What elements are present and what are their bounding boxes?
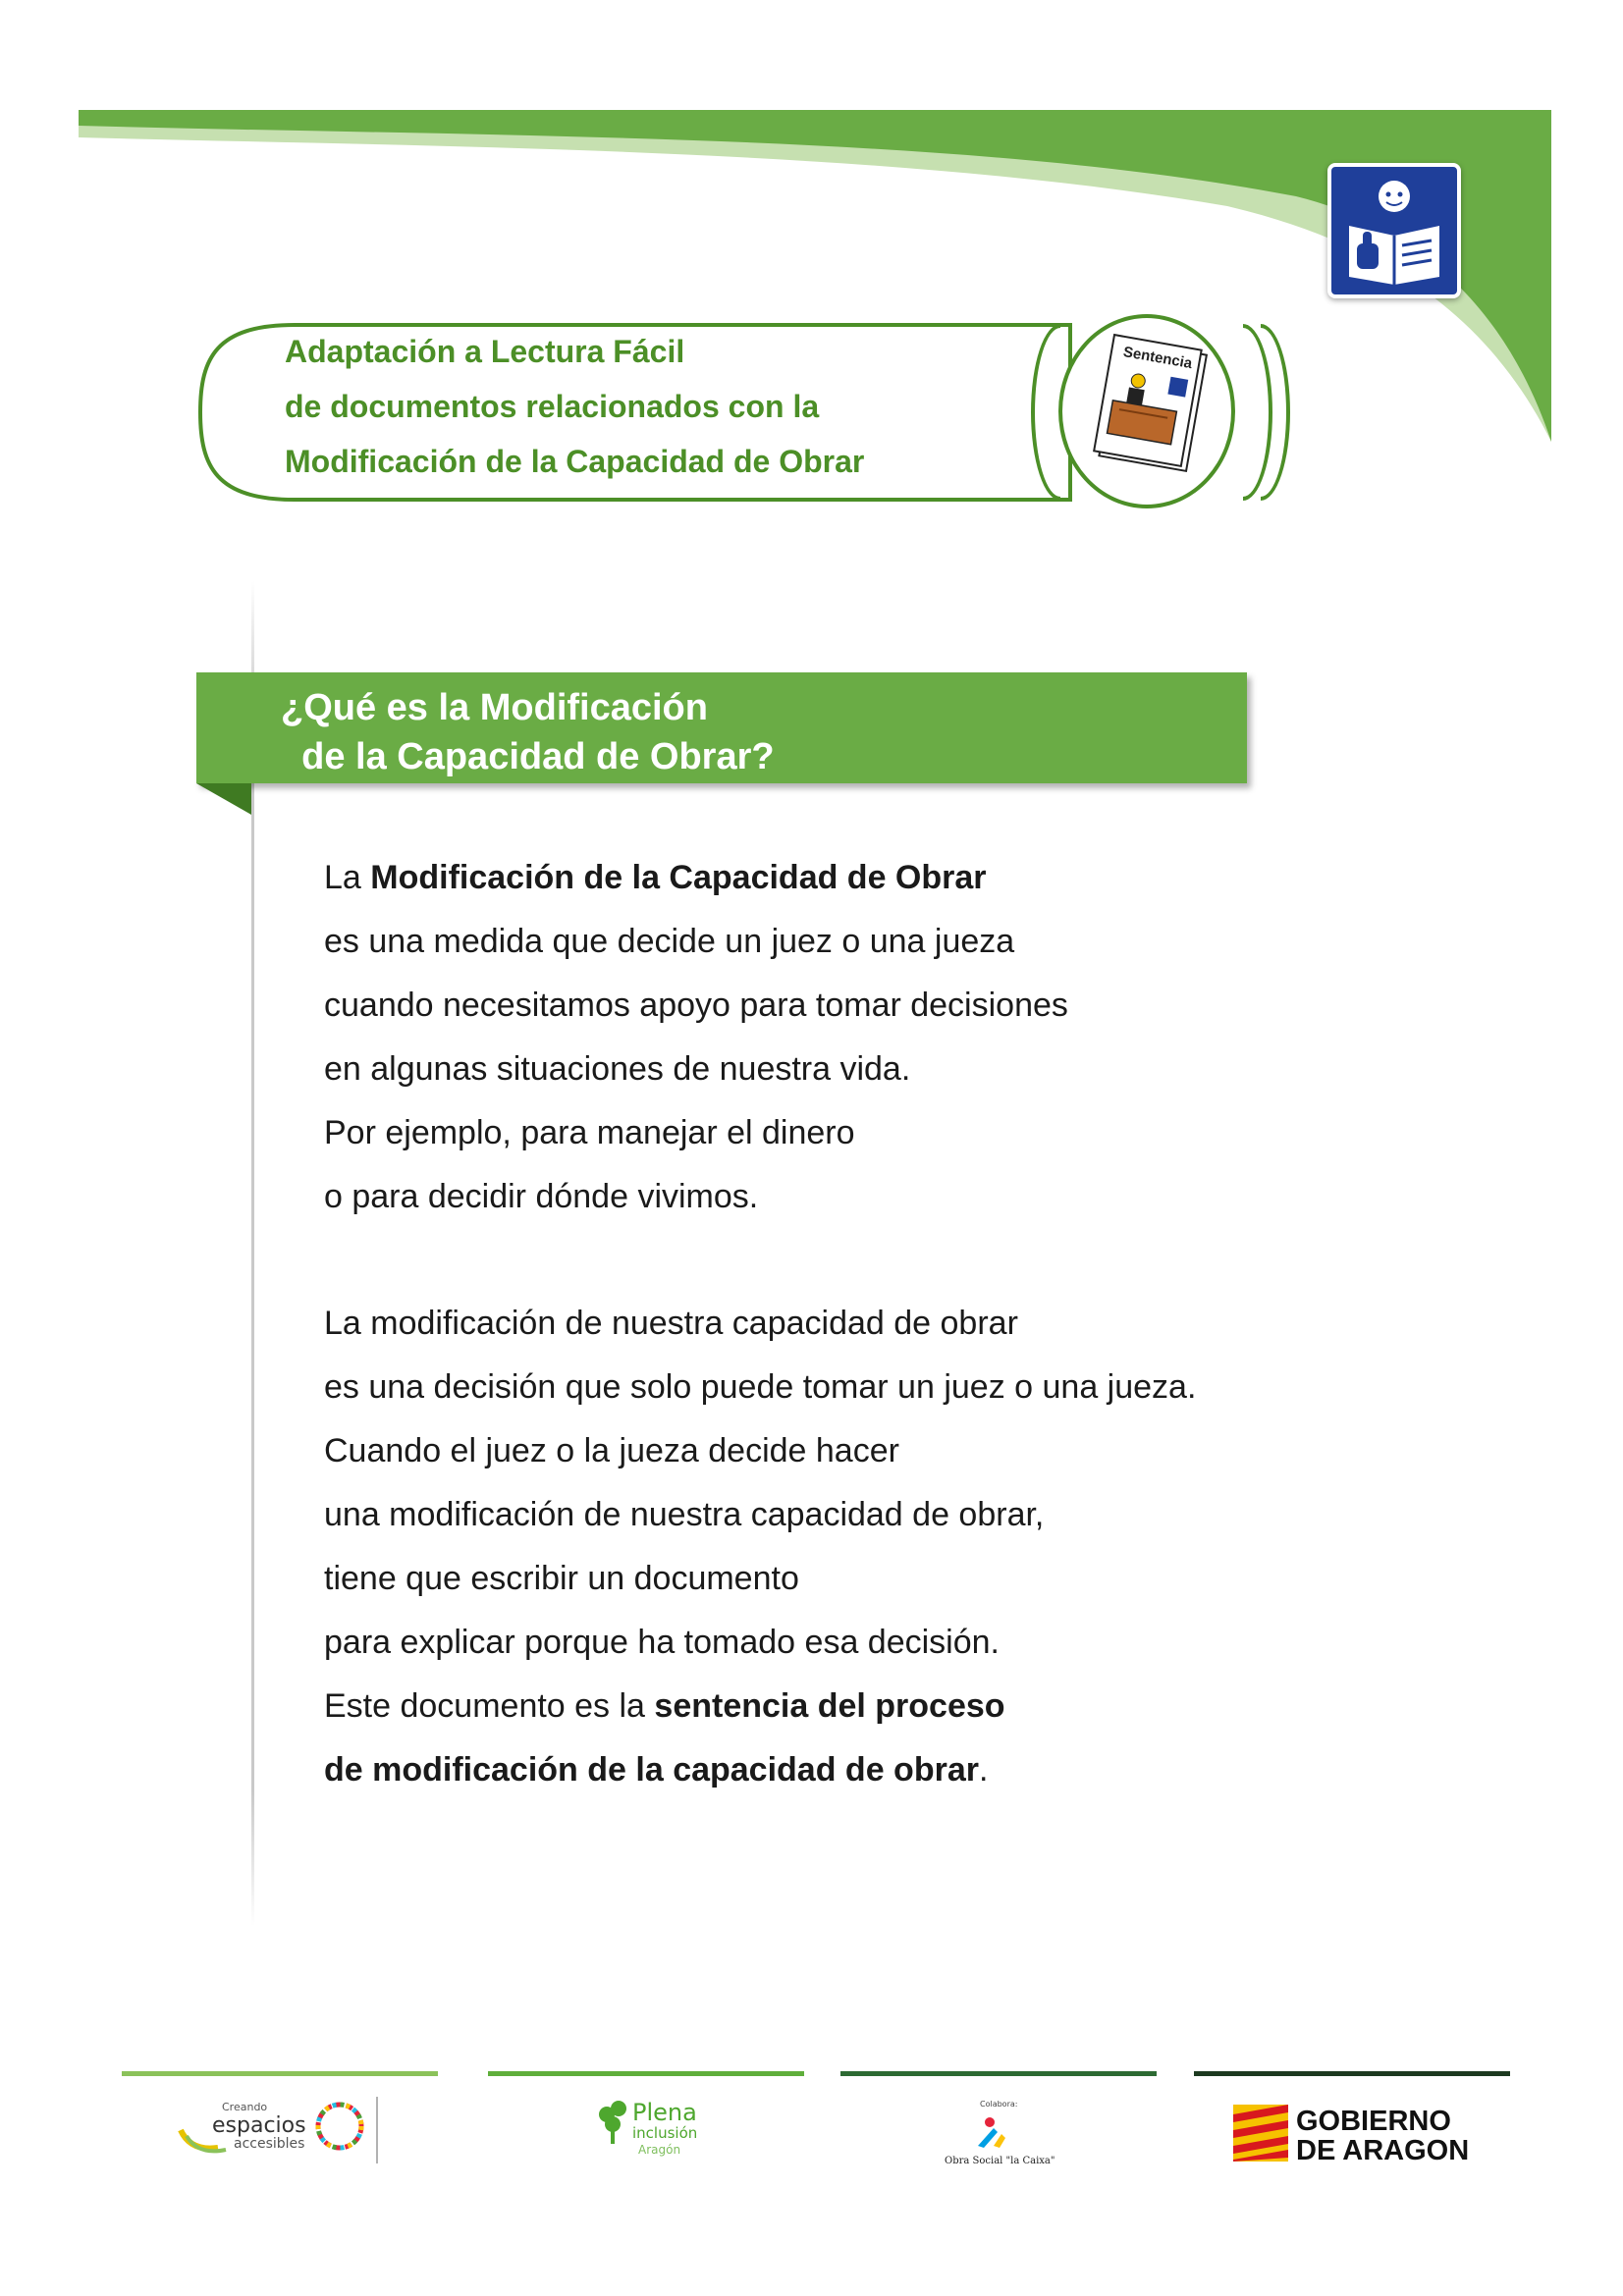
text-line: La modificación de nuestra capacidad de obrar bbox=[324, 1305, 1018, 1342]
logo3-bottom: Obra Social "la Caixa" bbox=[945, 2156, 1055, 2166]
text-line: Cuando el juez o la jueza decide hacer bbox=[324, 1432, 899, 1469]
paragraph-1 bbox=[324, 846, 1404, 1229]
sentencia-document-icon bbox=[1060, 316, 1233, 507]
plena-inclusion-logo bbox=[595, 2097, 732, 2162]
easy-read-icon bbox=[1327, 163, 1461, 298]
logo3-top: Colabora: bbox=[980, 2100, 1018, 2109]
header-line-3: Modificación de la Capacidad de Obrar bbox=[285, 444, 865, 479]
text-line: es una medida que decide un juez o una jueza bbox=[324, 923, 1015, 960]
paragraph-2 bbox=[324, 1292, 1404, 1802]
logo2-mid: inclusión bbox=[632, 2124, 698, 2142]
text-line: Por ejemplo, para manejar el dinero bbox=[324, 1114, 855, 1151]
section-title-line-2: de la Capacidad de Obrar? bbox=[281, 736, 775, 777]
logo1-sub: accesibles bbox=[234, 2136, 305, 2152]
text-line: una modificación de nuestra capacidad de obrar, bbox=[324, 1496, 1045, 1533]
text-line bbox=[324, 1738, 1404, 1802]
text-line: es una decisión que solo puede tomar un juez o una jueza. bbox=[324, 1368, 1197, 1406]
footer-divider-2 bbox=[488, 2071, 804, 2076]
text-run: Este documento es la bbox=[324, 1687, 655, 1725]
bold-term: de modificación de la capacidad de obrar bbox=[324, 1751, 979, 1789]
logo2-sub: Aragón bbox=[638, 2143, 681, 2157]
text-line bbox=[324, 846, 1404, 910]
section-title-line-1: ¿Qué es la Modificación bbox=[281, 687, 708, 728]
body-text bbox=[324, 846, 1404, 1865]
logo1-big: espacios bbox=[212, 2113, 306, 2138]
bold-term: Modificación de la Capacidad de Obrar bbox=[370, 859, 987, 896]
text-line: cuando necesitamos apoyo para tomar decisiones bbox=[324, 987, 1068, 1024]
obra-social-la-caixa-logo bbox=[939, 2093, 1056, 2171]
text-run: . bbox=[978, 1751, 989, 1789]
text-line: en algunas situaciones de nuestra vida. bbox=[324, 1050, 911, 1088]
logo4-line1: GOBIERNO bbox=[1296, 2106, 1451, 2137]
footer-divider-1 bbox=[122, 2071, 438, 2076]
text-line: tiene que escribir un documento bbox=[324, 1560, 799, 1597]
header-line-1: Adaptación a Lectura Fácil bbox=[285, 334, 685, 369]
header-line-2: de documentos relacionados con la bbox=[285, 389, 820, 424]
section-title bbox=[281, 683, 775, 781]
footer-divider-3 bbox=[840, 2071, 1157, 2076]
logo2-big: Plena bbox=[632, 2099, 697, 2126]
gobierno-de-aragon-logo bbox=[1231, 2101, 1487, 2165]
section-banner-fold bbox=[196, 783, 251, 815]
text-line: para explicar porque ha tomado esa decisión. bbox=[324, 1624, 1000, 1661]
sentencia-label: Sentencia bbox=[1121, 344, 1194, 373]
bold-term: sentencia del proceso bbox=[654, 1687, 1005, 1725]
text-run: La bbox=[324, 859, 371, 896]
footer-divider-4 bbox=[1194, 2071, 1510, 2076]
logo1-small: Creando bbox=[222, 2101, 268, 2113]
text-line: o para decidir dónde vivimos. bbox=[324, 1178, 759, 1215]
logo4-line2: DE ARAGON bbox=[1296, 2135, 1470, 2165]
espacios-accesibles-logo bbox=[173, 2091, 389, 2169]
text-line bbox=[324, 1675, 1404, 1738]
